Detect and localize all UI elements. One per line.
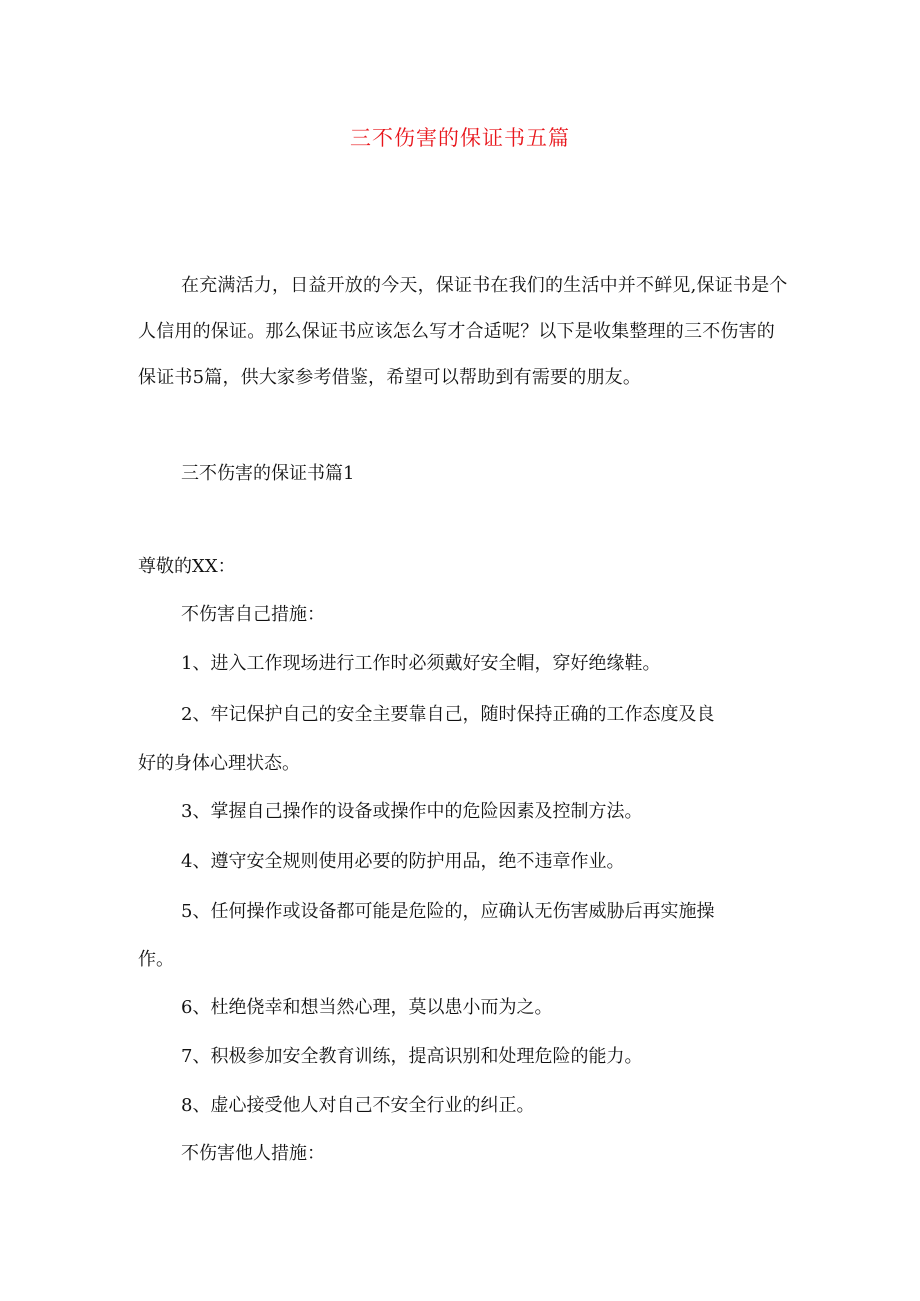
list-item-continuation: 作。 (138, 949, 174, 970)
list-item: 1、进入工作现场进行工作时必须戴好安全帽，穿好绝缘鞋。 (181, 653, 661, 674)
salutation: 尊敬的XX： (138, 556, 236, 577)
list-item-continuation: 好的身体心理状态。 (138, 753, 300, 774)
intro-paragraph: 在充满活力，日益开放的今天，保证书在我们的生活中并不鲜见,保证书是个人信用的保证。那么保证书应该怎么写才合适呢？以下是收集整理的三不伤害的保证书5篇，供大家参考借鉴，希望可以帮助到有需要的朋友。 (138, 275, 788, 388)
list-item: 5、任何操作或设备都可能是危险的，应确认无伤害威胁后再实施操 (181, 901, 715, 922)
list-item: 4、遵守安全规则使用必要的防护用品，绝不违章作业。 (181, 851, 625, 872)
list-item: 7、积极参加安全教育训练，提高识别和处理危险的能力。 (181, 1046, 643, 1067)
list-item: 3、掌握自己操作的设备或操作中的危险因素及控制方法。 (181, 801, 643, 822)
document-title: 三不伤害的保证书五篇 (350, 126, 570, 150)
others-measures-heading: 不伤害他人措施： (181, 1143, 325, 1164)
list-item: 8、虚心接受他人对自己不安全行业的纠正。 (181, 1095, 535, 1116)
self-measures-heading: 不伤害自己措施： (181, 604, 325, 625)
list-item: 2、牢记保护自己的安全主要靠自己，随时保持正确的工作态度及良 (181, 704, 715, 725)
section-heading: 三不伤害的保证书篇1 (181, 463, 355, 484)
list-item: 6、杜绝侥幸和想当然心理，莫以患小而为之。 (181, 997, 553, 1018)
